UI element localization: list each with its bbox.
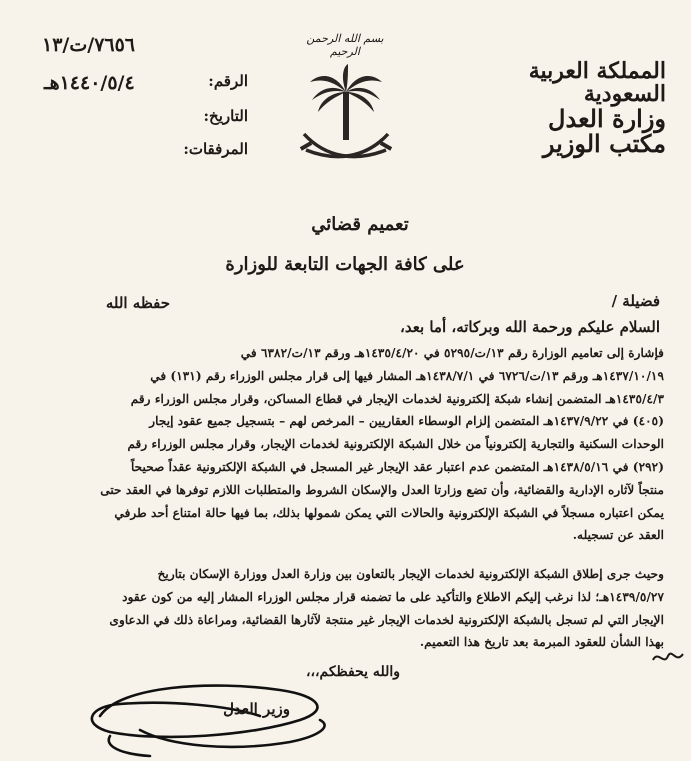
paragraph-line: ١٤٣٩/٥/٢٧هـ؛ لذا نرغب إليكم الاطلاع والتأكيد على ما تضمنه قرار مجلس الوزراء المشار إليه من كون عقود [122, 589, 664, 604]
paragraph-line: الإيجار التي لم تسجل بالشبكة الإلكترونية لخدمات الإيجار غير منتجة لآثارها القضائية، ومراعاة ذلك في الدعاوى [109, 612, 664, 627]
paragraph-line: وحيث جرى إطلاق الشبكة الإلكترونية لخدمات الإيجار بالتعاون بين وزارة العدل ووزارة الإسكان بتاريخ [157, 567, 664, 581]
reference-number: ٧٦٥٦/ت/١٣ [42, 34, 136, 56]
paragraph-line: ١٤٣٧/١٠/١٩هـ ورقم ١٣/ت/٦٧٢٦ في ١٤٣٨/٧/١هـ المشار فيها إلى قرار مجلس الوزراء رقم (١٣١) في [150, 368, 664, 383]
paragraph-line: ١٤٣٥/٤/٣هـ المتضمن إنشاء شبكة إلكترونية لخدمات الإيجار في قطاع المساكن، وقرار مجلس الوزراء رقم [130, 391, 664, 406]
label-number: الرقم: [208, 72, 248, 90]
initials-mark-icon [650, 646, 686, 670]
signatory-title: وزير العدل [223, 700, 290, 718]
label-attachments: المرفقات: [183, 140, 248, 158]
brand-line-ministry: وزارة العدل [548, 104, 666, 134]
paragraph-line: يمكن اعتباره مسجلاً في الشبكة الإلكترونية والحالات التي يمكن شمولها بذلك، بما فيها حالة امتناع أحد طرفي [114, 505, 664, 520]
paragraph-line: بهذا الشأن للعقود المبرمة بعد تاريخ هذا التعميم. [419, 635, 664, 650]
greeting-line: السلام عليكم ورحمة الله وبركاته، أما بعد، [400, 318, 660, 336]
paragraph-line: (٢٩٢) في ١٤٣٨/٥/١٦هـ المتضمن عدم اعتبار عقد الإيجار غير المسجل في الشبكة الإلكترونية عقداً صحيحاً [130, 459, 664, 474]
body-paragraph-1 [20, 342, 664, 547]
paragraph-line: الوحدات السكنية والتجارية إلكترونياً من خلال الشبكة الإلكترونية لخدمات الإيجار، وقرار مجلس الوزراء رقم [127, 437, 664, 452]
label-date: التاريخ: [203, 107, 248, 125]
body-paragraph-2 [20, 563, 664, 654]
brand-line-kingdom: المملكة العربية السعودية [528, 58, 666, 108]
salutation-honorific: حفظه الله [105, 294, 170, 312]
brand-line-office: مكتب الوزير [542, 129, 666, 159]
bismillah: بسم الله الرحمن الرحيم [306, 32, 384, 58]
salutation-title: فضيلة / [611, 292, 660, 310]
paragraph-line: فإشارة إلى تعاميم الوزارة رقم ١٣/ت/٥٢٩٥ في ١٤٣٥/٤/٢٠هـ ورقم ١٣/ت/٦٣٨٢ في [240, 346, 664, 360]
circular-title: تعميم قضائي [311, 214, 409, 235]
letter-date: ١٤٤٠/٥/٤هـ [44, 72, 135, 94]
paragraph-line: منتجاً لآثاره الإدارية والقضائية، وأن تضع وزارتا العدل والإسكان الشروط والمتطلبات اللازم توفرها في العقد حتى [100, 482, 664, 497]
ministry-letterhead [446, 60, 666, 157]
paragraph-line: (٤٠٥) في ١٤٣٧/٩/٢٢هـ المتضمن إلزام الوسطاء العقاريين – المرخص لهم – بتسجيل جميع عقود إيجار [149, 414, 664, 429]
circular-recipients: على كافة الجهات التابعة للوزارة [225, 254, 465, 275]
closing-line: والله يحفظكم،،، [305, 664, 400, 680]
palm-and-swords-emblem-icon [296, 62, 396, 172]
paragraph-line: العقد عن تسجيله. [572, 528, 664, 543]
handwritten-signature-icon [80, 676, 340, 760]
